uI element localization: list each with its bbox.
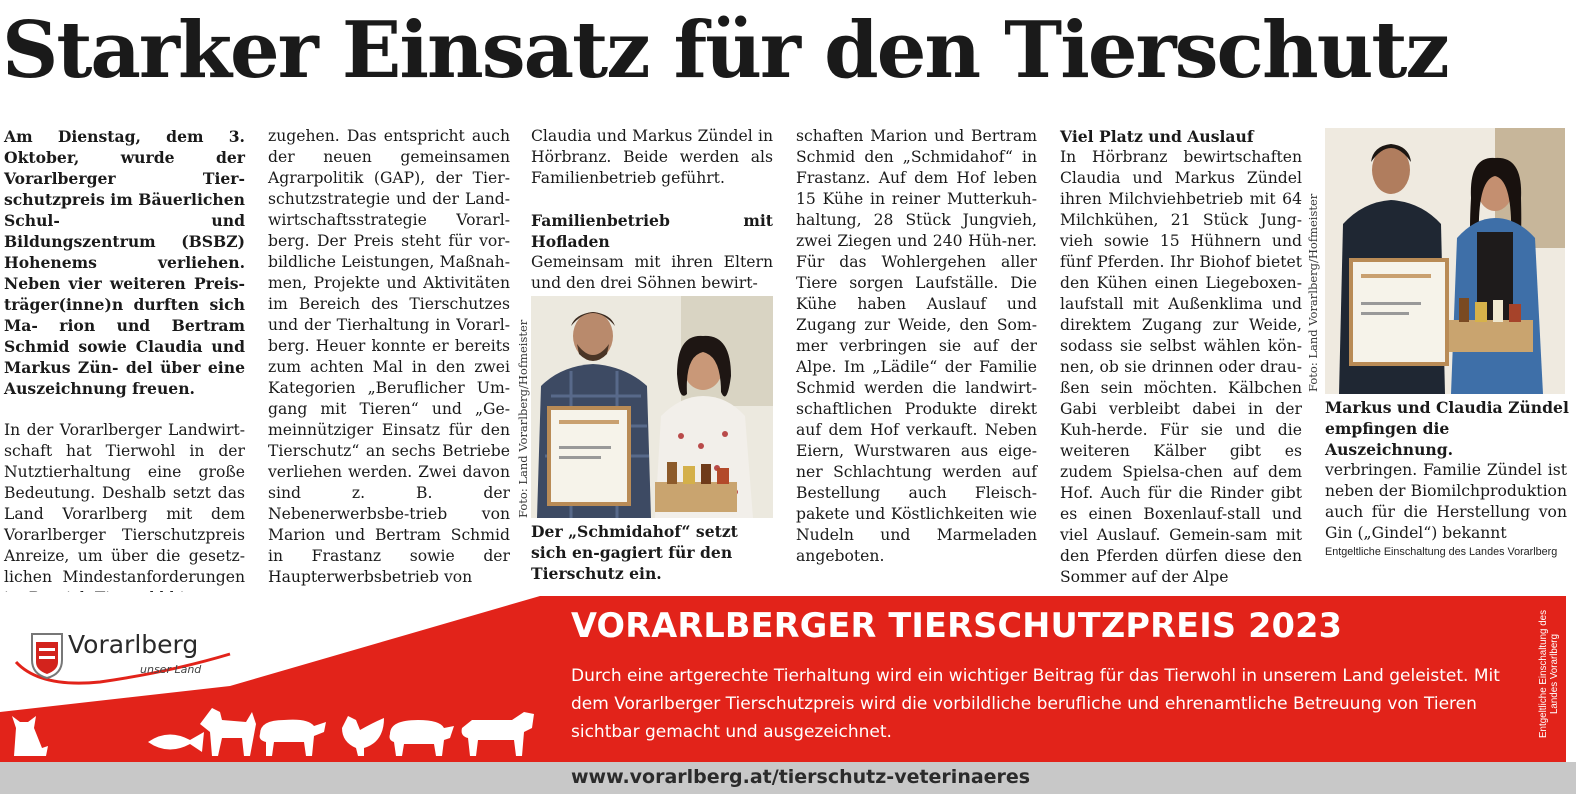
body-text: Gemeinsam mit ihren Eltern und den drei Söhnen bewirt- bbox=[531, 253, 773, 292]
article-column-1 bbox=[4, 126, 245, 609]
body-text: Claudia und Markus Zündel in Hörbranz. Beide werden als Familienbetrieb geführt. bbox=[531, 127, 773, 187]
animal-silhouettes-icon bbox=[8, 698, 540, 758]
subheading: Viel Platz und Auslauf bbox=[1060, 127, 1254, 146]
banner-title: VORARLBERGER TIERSCHUTZPREIS 2023 bbox=[571, 606, 1343, 645]
article-column-4 bbox=[796, 126, 1037, 567]
body-text: verbringen. Familie Zündel ist neben der Biomilchproduktion auch für die Herstellung von Gin („Gindel“) bekannt bbox=[1325, 461, 1567, 542]
photo-credit: Foto: Land Vorarlberg/Hofmeister bbox=[1306, 193, 1320, 392]
lead-paragraph: Am Dienstag, dem 3. Oktober, wurde der Vorarlberger Tier- schutzpreis im Bäuerlichen Schul- und Bildungszentrum (BSBZ) Hohenems verliehen. Neben vier weiteren Preis- träger(inne)n durften sich Ma- rion und Bertram Schmid sowie Claudia und Markus Zün- del über eine Auszeichnung freuen. bbox=[4, 127, 245, 398]
tierschutzpreis-banner bbox=[0, 592, 1576, 762]
article-column-6 bbox=[1325, 460, 1567, 544]
banner-paid-notice: Entgeltliche Einschaltung des Landes Vorarlberg bbox=[1538, 610, 1560, 738]
paid-content-notice: Entgeltliche Einschaltung des Landes Vorarlberg bbox=[1325, 546, 1558, 558]
article-column-3 bbox=[531, 126, 773, 294]
body-text: zugehen. Das entspricht auch der neuen gemeinsamen Agrarpolitik (GAP), der Tier-schutzstrategie und der Land-wirtschaftsstrategie Vorarl-berg. Der Preis steht für vor-bildliche Leistungen, Maßnah-men, Projekte und Aktivitäten im Bereich des Tierschutzes und der Tierhaltung in Vorarl-berg. Heuer konnte er bereits zum achten Mal in den zwei Kategorien „Beruflicher Um-gang mit Tieren“ und „Ge-meinnütziger Einsatz für den Tierschutz“ an sechs Betriebe verliehen werden. Zwei davon sind z. B. der Nebenerwerbsbe-trieb von Marion und Bertram Schmid in Frastanz sowie der Haupterwerbsbetrieb von bbox=[268, 127, 510, 586]
footer-link[interactable]: www.vorarlberg.at/tierschutz-veterinaeres bbox=[571, 766, 1031, 788]
zuendel-photo bbox=[1325, 128, 1565, 394]
vorarlberg-logo bbox=[30, 628, 230, 692]
headline: Starker Einsatz für den Tierschutz bbox=[2, 5, 1448, 96]
photo-caption: Markus und Claudia Zündel empfingen die Auszeichnung. bbox=[1325, 398, 1569, 459]
banner-text: Durch eine artgerechte Tierhaltung wird ein wichtiger Beitrag für das Tierwohl in unserem Land geleistet. Mit dem Vorarlberger Tierschutzpreis wird die vorbildliche berufliche und ehrenamtliche Betreuung von Tieren sichtbar gemacht und ausgezeichnet. bbox=[571, 666, 1500, 742]
photo-credit: Foto: Land Vorarlberg/Hofmeister bbox=[516, 319, 530, 518]
coat-of-arms-icon bbox=[30, 632, 64, 680]
article-column-2 bbox=[268, 126, 510, 588]
subheading: Familienbetrieb mit Hofladen bbox=[531, 211, 773, 251]
article-column-5 bbox=[1060, 126, 1302, 588]
schmidahof-photo bbox=[531, 296, 773, 518]
body-text: schaften Marion und Bertram Schmid den „Schmidahof“ in Frastanz. Auf dem Hof leben 15 Kühe in reiner Mutterkuh-haltung, 28 Stück Jungvieh, zwei Ziegen und 240 Hüh-ner. Für das Wohlergehen aller Tiere sorgen Laufställe. Die Kühe haben Auslauf und Zugang zur Weide, den Som-mer verbringen sie auf der Alpe. Im „Lädile“ der Familie Schmid werden die landwirt-schaftlichen Produkte direkt auf dem Hof verkauft. Neben Eiern, Wurstwaren aus eige-ner Schlachtung werden auf Bestellung auch Fleisch-pakete und Köstlichkeiten wie Nudeln und Marmeladen angeboten. bbox=[796, 127, 1037, 565]
body-text: In Hörbranz bewirtschaften Claudia und Markus Zündel ihren Milchviehbetrieb mit 64 Milchkühen, 21 Stück Jung-vieh sowie 15 Hühnern und fünf Pferden. Ihr Biohof bietet den Kühen einen Liegeboxen-laufstall mit Außenklima und direktem Zugang zur Weide, sodass sie selbst wählen kön-nen, ob sie drinnen oder drau-ßen sein möchten. Kälbchen Gabi verbleibt dabei in der Kuh-herde. Für sie und die weiteren Kälber gibt es zudem Spielsa-chen auf dem Hof. Auch für die Rinder gibt es einen Boxenlauf-stall und viel Auslauf. Gemein-sam mit den Pferden dürfen diese den Sommer auf der Alpe bbox=[1060, 148, 1302, 586]
body-text: In der Vorarlberger Landwirt-schaft hat Tierwohl in der Nutztierhaltung eine große Bedeutung. Deshalb setzt das Land Vorarlberg mit dem Vorarlberger Tierschutzpreis Anreize, um über die gesetz-lichen Mindestanforderungen bbox=[4, 421, 245, 586]
brand-name: Vorarlberg bbox=[68, 630, 199, 659]
brand-tagline: unser Land bbox=[140, 663, 202, 676]
photo-caption: Der „Schmidahof“ setzt sich en-gagiert für den Tierschutz ein. bbox=[531, 522, 738, 583]
